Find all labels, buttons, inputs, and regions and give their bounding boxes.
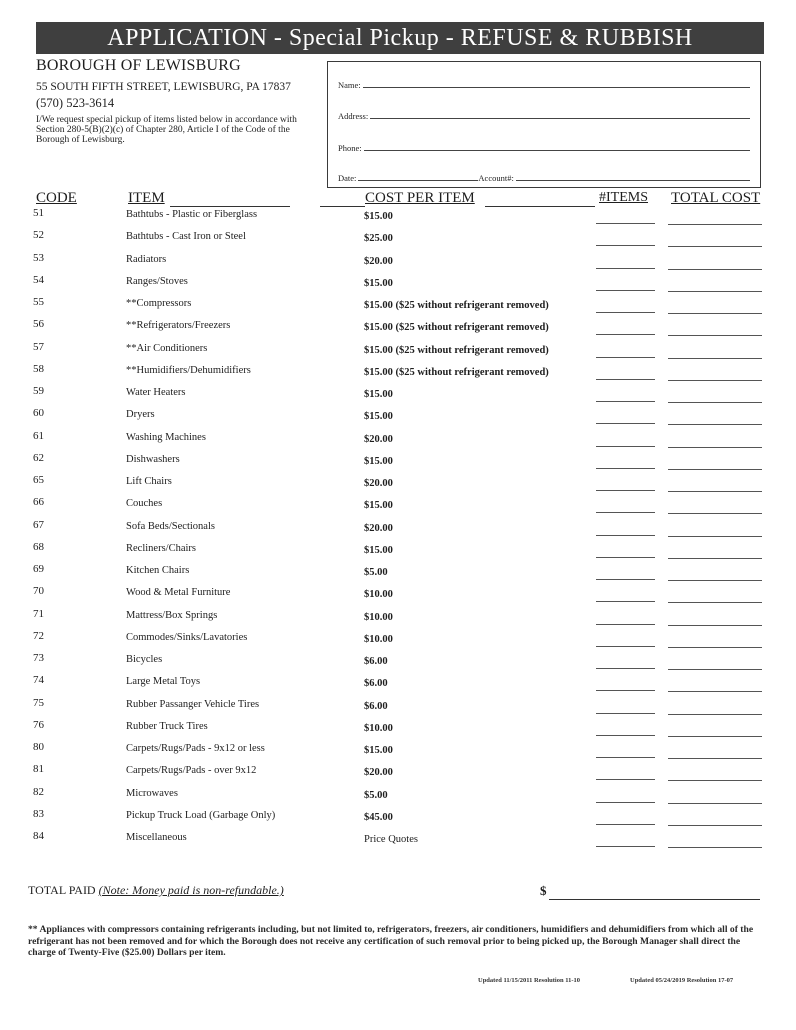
item-cost: $6.00	[364, 700, 388, 712]
item-cost: $15.00	[364, 455, 393, 467]
item-code: 60	[33, 407, 44, 420]
item-name: Dishwashers	[126, 453, 180, 465]
phone-input-line[interactable]	[364, 149, 750, 151]
item-cost: $15.00	[364, 411, 393, 423]
total-cost-input-line[interactable]	[668, 491, 762, 492]
item-code: 70	[33, 585, 44, 598]
item-cost: $15.00	[364, 544, 393, 556]
table-row	[0, 274, 796, 296]
total-cost-input-line[interactable]	[668, 691, 762, 692]
total-cost-input-line[interactable]	[668, 402, 762, 403]
total-cost-input-line[interactable]	[668, 424, 762, 425]
item-code: 72	[33, 629, 44, 642]
item-code: 80	[33, 741, 44, 753]
items-count-input-line[interactable]	[596, 802, 655, 803]
item-code: 82	[33, 785, 44, 798]
item-code: 76	[33, 718, 44, 731]
item-name: **Humidifiers/Dehumidifiers	[126, 364, 251, 376]
total-cost-input-line[interactable]	[668, 536, 762, 537]
account-label: Account#:	[478, 173, 514, 183]
table-row	[0, 630, 796, 652]
total-cost-input-line[interactable]	[668, 825, 762, 826]
item-cost: $15.00 ($25 without refrigerant removed)	[364, 344, 549, 356]
column-header-item: ITEM	[128, 190, 165, 206]
items-count-input-line[interactable]	[596, 334, 655, 335]
table-row	[0, 363, 796, 385]
item-code: 52	[33, 229, 44, 242]
item-code: 84	[33, 830, 44, 842]
table-row	[0, 674, 796, 696]
item-code: 56	[33, 318, 44, 331]
item-name: Dryers	[126, 409, 155, 421]
table-row	[0, 719, 796, 741]
items-count-input-line[interactable]	[596, 624, 655, 625]
table-row	[0, 741, 796, 763]
table-row	[0, 563, 796, 585]
item-cost: Price Quotes	[364, 834, 418, 845]
total-cost-input-line[interactable]	[668, 380, 762, 381]
item-cost: $15.00 ($25 without refrigerant removed)	[364, 366, 549, 378]
table-row	[0, 541, 796, 563]
item-code: 59	[33, 385, 44, 397]
item-name: Mattress/Box Springs	[126, 609, 218, 621]
item-code: 58	[33, 362, 44, 375]
table-row	[0, 229, 796, 251]
item-cost: $15.00	[364, 389, 393, 400]
item-code: 55	[33, 296, 44, 308]
items-count-input-line[interactable]	[596, 757, 655, 758]
items-count-input-line[interactable]	[596, 668, 655, 669]
item-code: 71	[33, 607, 44, 620]
table-row	[0, 341, 796, 363]
items-count-input-line[interactable]	[596, 557, 655, 558]
item-code: 53	[33, 251, 44, 264]
item-name: Sofa Beds/Sectionals	[126, 520, 215, 532]
item-name: Large Metal Toys	[126, 676, 201, 688]
phone-field[interactable]	[338, 139, 750, 153]
items-count-input-line[interactable]	[596, 268, 655, 269]
column-header-total: TOTAL COST	[671, 190, 761, 206]
item-name: Bicycles	[126, 654, 163, 665]
table-row	[0, 407, 796, 429]
item-cost: $15.00 ($25 without refrigerant removed)	[364, 300, 549, 311]
total-cost-input-line[interactable]	[668, 246, 762, 247]
items-count-input-line[interactable]	[596, 535, 655, 536]
item-code: 61	[33, 429, 44, 442]
item-cost: $15.00	[364, 277, 393, 289]
date-label: Date:	[338, 173, 357, 183]
item-name: Bathtubs - Plastic or Fiberglass	[126, 209, 258, 220]
item-cost: $15.00	[364, 745, 393, 756]
total-paid	[28, 883, 284, 898]
item-cost: $15.00	[364, 500, 393, 512]
table-row	[0, 430, 796, 452]
item-code: 68	[33, 540, 44, 553]
item-name: Carpets/Rugs/Pads - over 9x12	[126, 765, 257, 777]
item-cost: $6.00	[364, 656, 388, 667]
items-count-input-line[interactable]	[596, 601, 655, 602]
items-count-input-line[interactable]	[596, 423, 655, 424]
update-note: Updated 11/15/2011 Resolution 11-10	[478, 977, 581, 984]
items-count-input-line[interactable]	[596, 312, 655, 313]
item-cost: $10.00	[364, 633, 393, 645]
items-count-input-line[interactable]	[596, 846, 655, 847]
date-account-field[interactable]	[338, 169, 750, 183]
total-cost-input-line[interactable]	[668, 625, 762, 626]
item-code: 75	[33, 696, 44, 709]
table-row	[0, 452, 796, 474]
request-statement: I/We request special pickup of items listed below in accordance with Section 280-5(B)(2)(c) of Chapter 280, Article I of the Code of the Borough of Lewisburg.	[36, 115, 297, 145]
table-row	[0, 318, 796, 340]
table-row	[0, 519, 796, 541]
item-cost: $5.00	[364, 789, 388, 801]
item-name: Radiators	[126, 253, 167, 265]
items-count-input-line[interactable]	[596, 290, 655, 291]
item-cost: $20.00	[364, 522, 393, 534]
table-row	[0, 585, 796, 607]
total-cost-input-line[interactable]	[668, 513, 762, 514]
table-row	[0, 786, 796, 808]
table-row	[0, 474, 796, 496]
items-count-input-line[interactable]	[596, 446, 655, 447]
item-name: Microwaves	[126, 787, 178, 799]
table-row	[0, 697, 796, 719]
item-name: Ranges/Stoves	[126, 275, 188, 287]
items-count-input-line[interactable]	[596, 468, 655, 469]
total-cost-input-line[interactable]	[668, 558, 762, 559]
item-cost: $10.00	[364, 722, 393, 734]
total-cost-input-line[interactable]	[668, 803, 762, 804]
total-paid-label: TOTAL PAID	[28, 883, 96, 897]
table-row	[0, 496, 796, 518]
total-cost-input-line[interactable]	[668, 602, 762, 603]
item-name: Pickup Truck Load (Garbage Only)	[126, 809, 276, 821]
name-input-line[interactable]	[363, 86, 750, 88]
items-count-input-line[interactable]	[596, 223, 655, 224]
name-field[interactable]	[338, 76, 750, 90]
item-name: Rubber Truck Tires	[126, 720, 208, 732]
total-cost-input-line[interactable]	[668, 736, 762, 737]
item-cost: $15.00	[364, 211, 393, 222]
items-count-input-line[interactable]	[596, 512, 655, 513]
item-code: 81	[33, 763, 44, 776]
items-count-input-line[interactable]	[596, 245, 655, 246]
item-cost: $10.00	[364, 589, 393, 601]
total-cost-input-line[interactable]	[668, 313, 762, 314]
item-name: Recliners/Chairs	[126, 542, 196, 554]
total-cost-input-line[interactable]	[668, 291, 762, 292]
table-row	[0, 252, 796, 274]
item-cost: $20.00	[364, 478, 393, 489]
update-note: Updated 05/24/2019 Resolution 17-07	[630, 977, 734, 984]
table-row	[0, 608, 796, 630]
item-name: **Refrigerators/Freezers	[126, 320, 231, 332]
total-paid-input-line[interactable]	[549, 899, 760, 900]
items-count-input-line[interactable]	[596, 490, 655, 491]
item-name: **Compressors	[126, 298, 192, 309]
total-cost-input-line[interactable]	[668, 847, 762, 848]
total-cost-input-line[interactable]	[668, 469, 762, 470]
item-name: Commodes/Sinks/Lavatories	[126, 631, 248, 643]
org-phone: (570) 523-3614	[36, 96, 115, 110]
total-cost-input-line[interactable]	[668, 335, 762, 336]
column-header-items: #ITEMS	[599, 190, 648, 205]
item-code: 51	[33, 207, 44, 219]
total-cost-input-line[interactable]	[668, 269, 762, 270]
item-cost: $20.00	[364, 255, 393, 267]
total-cost-input-line[interactable]	[668, 358, 762, 359]
refrigerant-footnote: ** Appliances with compressors containing refrigerants including, but not limited to, refrigerators, freezers, air conditioners, humidifiers and dehumidifiers from which all of the refrigerant has not been removed and for which the Borough does not receive any certification of such removal prior to being picked up, the Borough Manager shall direct the charge of Twenty-Five ($25.00) Dollars per item.	[28, 924, 754, 958]
item-code: 62	[33, 451, 44, 464]
address-label: Address:	[338, 111, 369, 121]
address-field[interactable]	[338, 107, 750, 121]
item-name: Kitchen Chairs	[126, 565, 190, 576]
item-name: Water Heaters	[126, 387, 186, 398]
item-code: 54	[33, 273, 44, 286]
table-row	[0, 385, 796, 407]
item-code: 73	[33, 652, 44, 664]
item-code: 67	[33, 518, 44, 531]
items-count-input-line[interactable]	[596, 735, 655, 736]
items-count-input-line[interactable]	[596, 379, 655, 380]
total-cost-input-line[interactable]	[668, 669, 762, 670]
column-header-code: CODE	[36, 190, 77, 206]
item-code: 69	[33, 563, 44, 575]
item-cost: $5.00	[364, 567, 388, 578]
items-count-input-line[interactable]	[596, 690, 655, 691]
table-row	[0, 808, 796, 830]
table-row	[0, 652, 796, 674]
item-code: 65	[33, 474, 44, 486]
table-row	[0, 296, 796, 318]
form-title-banner: APPLICATION - Special Pickup - REFUSE & RUBBISH	[36, 22, 764, 54]
org-name: BOROUGH OF LEWISBURG	[36, 57, 241, 74]
item-cost: $6.00	[364, 678, 388, 690]
column-header-cost: COST PER ITEM	[365, 190, 475, 206]
items-count-input-line[interactable]	[596, 646, 655, 647]
org-address: 55 SOUTH FIFTH STREET, LEWISBURG, PA 17837	[36, 81, 291, 93]
items-count-input-line[interactable]	[596, 824, 655, 825]
item-name: Washing Machines	[126, 431, 206, 443]
item-code: 66	[33, 496, 44, 509]
item-cost: $10.00	[364, 611, 393, 623]
item-name: Miscellaneous	[126, 832, 187, 843]
total-cost-input-line[interactable]	[668, 714, 762, 715]
total-cost-input-line[interactable]	[668, 758, 762, 759]
table-row	[0, 207, 796, 229]
item-code: 57	[33, 340, 44, 353]
item-code: 83	[33, 807, 44, 820]
phone-label: Phone:	[338, 143, 362, 153]
total-cost-input-line[interactable]	[668, 447, 762, 448]
account-input-line[interactable]	[516, 179, 750, 181]
items-count-input-line[interactable]	[596, 779, 655, 780]
item-code: 74	[33, 674, 44, 687]
items-count-input-line[interactable]	[596, 357, 655, 358]
item-name: **Air Conditioners	[126, 342, 208, 354]
total-cost-input-line[interactable]	[668, 580, 762, 581]
item-cost: $20.00	[364, 767, 393, 779]
table-row	[0, 830, 796, 852]
date-input-line[interactable]	[358, 179, 478, 181]
item-name: Wood & Metal Furniture	[126, 587, 231, 599]
item-name: Bathtubs - Cast Iron or Steel	[126, 231, 246, 243]
items-count-input-line[interactable]	[596, 579, 655, 580]
items-count-input-line[interactable]	[596, 401, 655, 402]
table-row	[0, 763, 796, 785]
items-count-input-line[interactable]	[596, 713, 655, 714]
item-cost: $25.00	[364, 233, 393, 245]
item-name: Carpets/Rugs/Pads - 9x12 or less	[126, 743, 265, 754]
total-currency: $	[540, 883, 547, 898]
total-cost-input-line[interactable]	[668, 224, 762, 225]
refund-note: (Note: Money paid is non-refundable.)	[98, 883, 284, 897]
name-label: Name:	[338, 80, 361, 90]
contact-info-box	[327, 61, 761, 188]
item-name: Lift Chairs	[126, 476, 172, 487]
total-cost-input-line[interactable]	[668, 780, 762, 781]
item-name: Rubber Passanger Vehicle Tires	[126, 698, 260, 710]
item-cost: $20.00	[364, 433, 393, 445]
total-cost-input-line[interactable]	[668, 647, 762, 648]
item-cost: $15.00 ($25 without refrigerant removed)	[364, 322, 549, 334]
item-cost: $45.00	[364, 811, 393, 823]
address-input-line[interactable]	[370, 117, 750, 119]
item-name: Couches	[126, 498, 163, 510]
